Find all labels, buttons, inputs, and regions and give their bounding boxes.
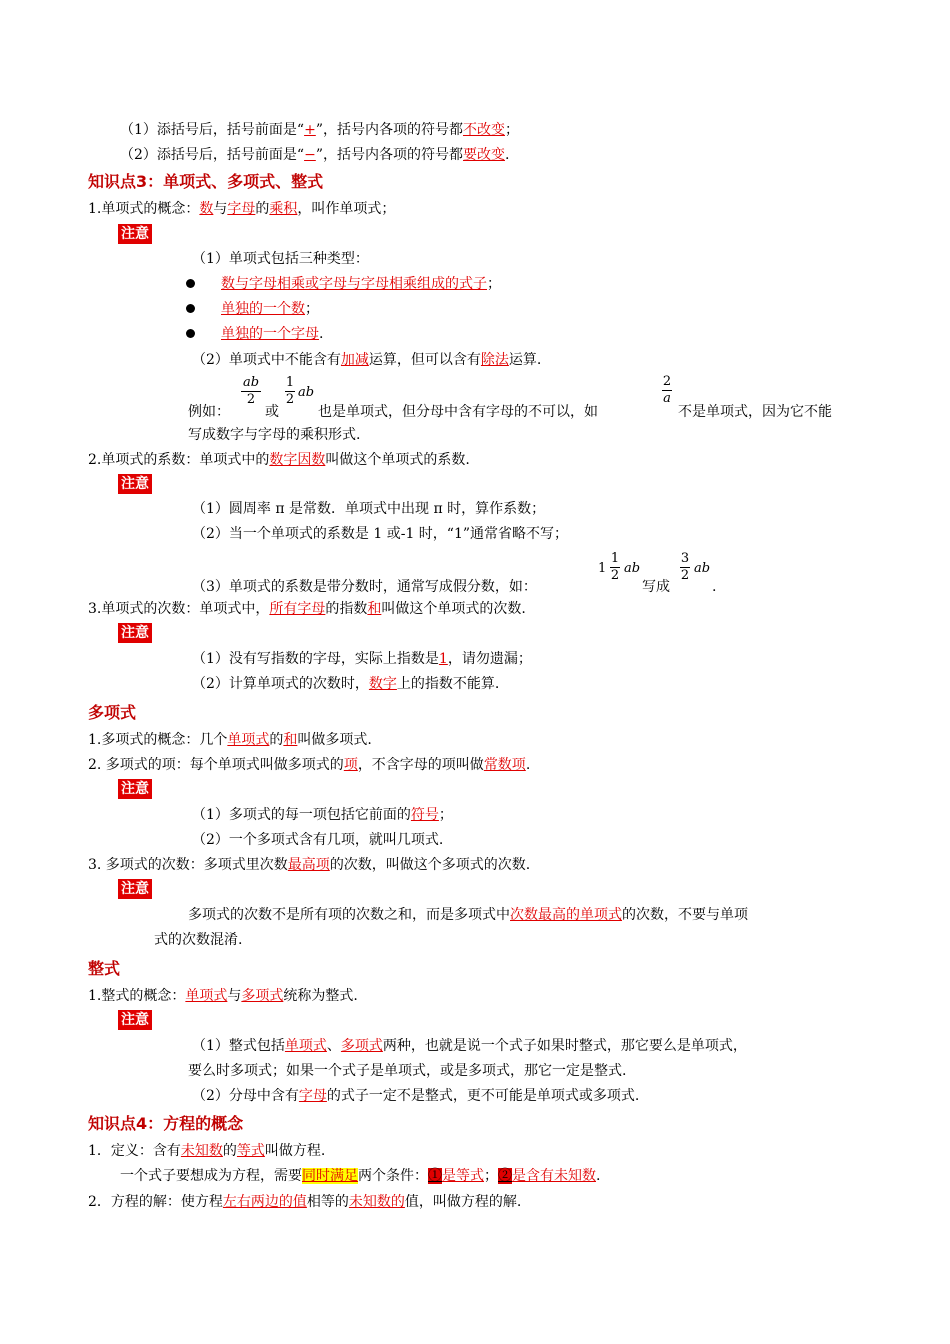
equation-definition: 1．定义：含有未知数的等式叫做方程.	[88, 1143, 326, 1159]
integral-note-1-cont: 要么时多项式；如果一个式子是单项式，或是多项式，那它一定是整式.	[188, 1063, 627, 1079]
coefficient-note-3-b: 写成	[642, 579, 670, 595]
section-3-title: 知识点3：单项式、多项式、整式	[88, 172, 324, 191]
equation-conditions: 一个式子要想成为方程，需要同时满足两个条件：①是等式；②是含有未知数.	[120, 1168, 601, 1184]
fraction-ab-over-2: ab 2	[242, 375, 260, 407]
integral-note-1: （1）整式包括单项式、多项式两种，也就是说一个式子如果时整式，那它要么是单项式，	[192, 1038, 747, 1054]
polynomial-note-2: （2）一个多项式含有几项，就叫几项式.	[192, 832, 444, 848]
coefficient-definition: 2.单项式的系数：单项式中的数字因数叫做这个单项式的系数.	[88, 452, 470, 468]
polynomial-degree-note-cont: 式的次数混淆.	[154, 932, 243, 948]
mixed-number-fraction: 1 2	[610, 551, 620, 583]
bullet-icon	[186, 304, 195, 313]
coefficient-note-3-c: .	[712, 579, 717, 595]
degree-note-1: （1）没有写指数的字母，实际上指数是1，请勿遗漏；	[192, 651, 532, 667]
example-a: 例如：	[188, 404, 230, 420]
bullet-icon	[186, 329, 195, 338]
monomial-definition: 1.单项式的概念：数与字母的乘积，叫作单项式；	[88, 201, 396, 217]
improper-fraction: 3 2	[680, 551, 690, 583]
polynomial-title: 多项式	[88, 703, 137, 722]
bullet-item-2: 单独的一个数；	[186, 299, 319, 319]
degree-note-2: （2）计算单项式的次数时，数字上的指数不能算.	[192, 676, 500, 692]
fraction-1-over-2: 1 2	[285, 375, 295, 407]
intro-line-2: （2）添括号后，括号前面是“−”，括号内各项的符号都要改变.	[120, 147, 510, 163]
mixed-number-whole: 1	[598, 561, 607, 576]
improper-fraction-tail: ab	[694, 561, 711, 576]
polynomial-note-1: （1）多项式的每一项包括它前面的符号；	[192, 807, 453, 823]
intro-line-1: （1）添括号后，括号前面是“+”，括号内各项的符号都不改变；	[120, 122, 519, 138]
monomial-types-intro: （1）单项式包括三种类型：	[192, 251, 369, 267]
note-badge: 注意	[118, 879, 152, 899]
monomial-rule-2: （2）单项式中不能含有加减运算，但可以含有除法运算.	[192, 352, 542, 368]
section-4-title: 知识点4：方程的概念	[88, 1114, 244, 1133]
note-badge: 注意	[118, 1010, 152, 1030]
polynomial-degree-note: 多项式的次数不是所有项的次数之和，而是多项式中次数最高的单项式的次数，不要与单项	[188, 907, 748, 923]
bullet-item-1: 数与字母相乘或字母与字母相乘组成的式子；	[186, 274, 501, 294]
equation-solution: 2．方程的解：使方程左右两边的值相等的未知数的值，叫做方程的解.	[88, 1194, 522, 1210]
note-badge: 注意	[118, 623, 152, 643]
note-badge: 注意	[118, 779, 152, 799]
degree-definition: 3.单项式的次数：单项式中，所有字母的指数和叫做这个单项式的次数.	[88, 601, 526, 617]
fraction-2-over-a: 2 a	[662, 374, 672, 406]
note-badge: 注意	[118, 474, 152, 494]
polynomial-degree: 3. 多项式的次数：多项式里次数最高项的次数，叫做这个多项式的次数.	[88, 857, 531, 873]
fraction-1-over-2-tail: ab	[298, 385, 315, 400]
integral-title: 整式	[88, 959, 121, 978]
example-b: 或	[265, 404, 279, 420]
example-d: 不是单项式，因为它不能	[678, 404, 832, 420]
bullet-item-3: 单独的一个字母.	[186, 324, 323, 344]
example-c: 也是单项式，但分母中含有字母的不可以，如	[318, 404, 598, 420]
coefficient-note-3: （3）单项式的系数是带分数时，通常写成假分数，如：	[192, 579, 537, 595]
polynomial-definition: 1.多项式的概念：几个单项式的和叫做多项式.	[88, 732, 372, 748]
integral-note-2: （2）分母中含有字母的式子一定不是整式，更不可能是单项式或多项式.	[192, 1088, 640, 1104]
integral-definition: 1.整式的概念：单项式与多项式统称为整式.	[88, 988, 358, 1004]
coefficient-note-1: （1）圆周率 π 是常数．单项式中出现 π 时，算作系数；	[192, 501, 546, 517]
bullet-icon	[186, 279, 195, 288]
polynomial-term: 2. 多项式的项：每个单项式叫做多项式的项，不含字母的项叫做常数项.	[88, 757, 531, 773]
coefficient-note-2: （2）当一个单项式的系数是 1 或-1 时，“1”通常省略不写；	[192, 526, 569, 542]
example-cont: 写成数字与字母的乘积形式.	[188, 427, 361, 443]
note-badge: 注意	[118, 224, 152, 244]
mixed-number-tail: ab	[624, 561, 641, 576]
